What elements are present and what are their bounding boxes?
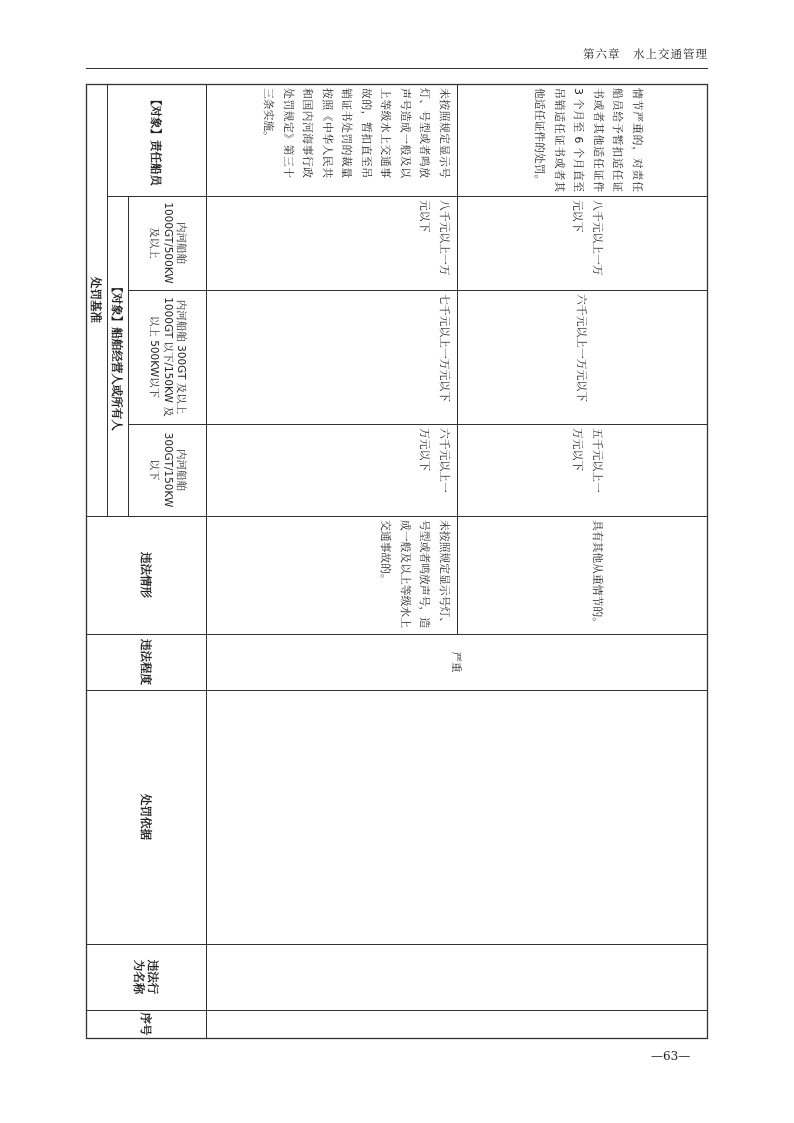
crew-penalty-cell: 情节严重的，对责任船员给予暂扣适任证书或者其他适任证件 3 个月至 6 个月直至吊销适任证书或者其他适任证件的处罚。 bbox=[533, 88, 644, 192]
fine-mid-cell: 六千元以上一万元以下 bbox=[575, 294, 588, 402]
circumstance-cell: 具有其他从重情节的。 bbox=[591, 520, 604, 628]
crew-target-header: 【对象】责任船员 bbox=[149, 94, 164, 186]
degree-value: 严重 bbox=[450, 651, 463, 673]
degree-header: 违法程度 bbox=[139, 639, 153, 685]
owner-target-header: 【对象】船舶经营人或所有人 bbox=[110, 281, 125, 431]
seq-header: 序号 bbox=[139, 1012, 153, 1036]
col-small-header: 内河船舶300GT/150KW以下 bbox=[148, 432, 188, 508]
basis-header: 处罚依据 bbox=[139, 794, 153, 840]
fine-large-cell: 八千元以上一万元以下 bbox=[571, 200, 604, 276]
fine-small-cell: 六千元以上一万元以下 bbox=[418, 428, 451, 493]
standard-header: 处罚基准 bbox=[89, 277, 104, 323]
chapter-title: 第六章 水上交通管理 bbox=[583, 47, 708, 61]
fine-small-cell: 五千元以上一万元以下 bbox=[571, 428, 604, 493]
col-mid-header: 内河船舶 300GT 及以上 1000GT 以下/150KW 及以上 500KW以下 bbox=[148, 297, 188, 417]
crew-penalty-cell: 未按照规定显示号灯、号型或者鸣放声号造成一般及以上等级水上交通事故的，暂扣直至吊销证书处罚的裁量按照《中华人民共和国内河海事行政处罚规定》第三十三条实施。 bbox=[262, 88, 451, 178]
fine-large-cell: 八千元以上一万元以下 bbox=[418, 200, 451, 276]
name-header: 违法行为名称 bbox=[132, 959, 160, 995]
circumstance-cell: 未按照规定显示号灯、号型或者鸣放声号，造成一般及以上等级水上交通事故的。 bbox=[379, 520, 451, 628]
col-large-header: 内河船舶1000GT/500KW及以上 bbox=[148, 202, 188, 284]
page-number: —63— bbox=[651, 1049, 691, 1063]
circumstance-header: 违法情形 bbox=[139, 552, 153, 598]
fine-mid-cell: 七千元以上一万元以下 bbox=[438, 294, 451, 402]
